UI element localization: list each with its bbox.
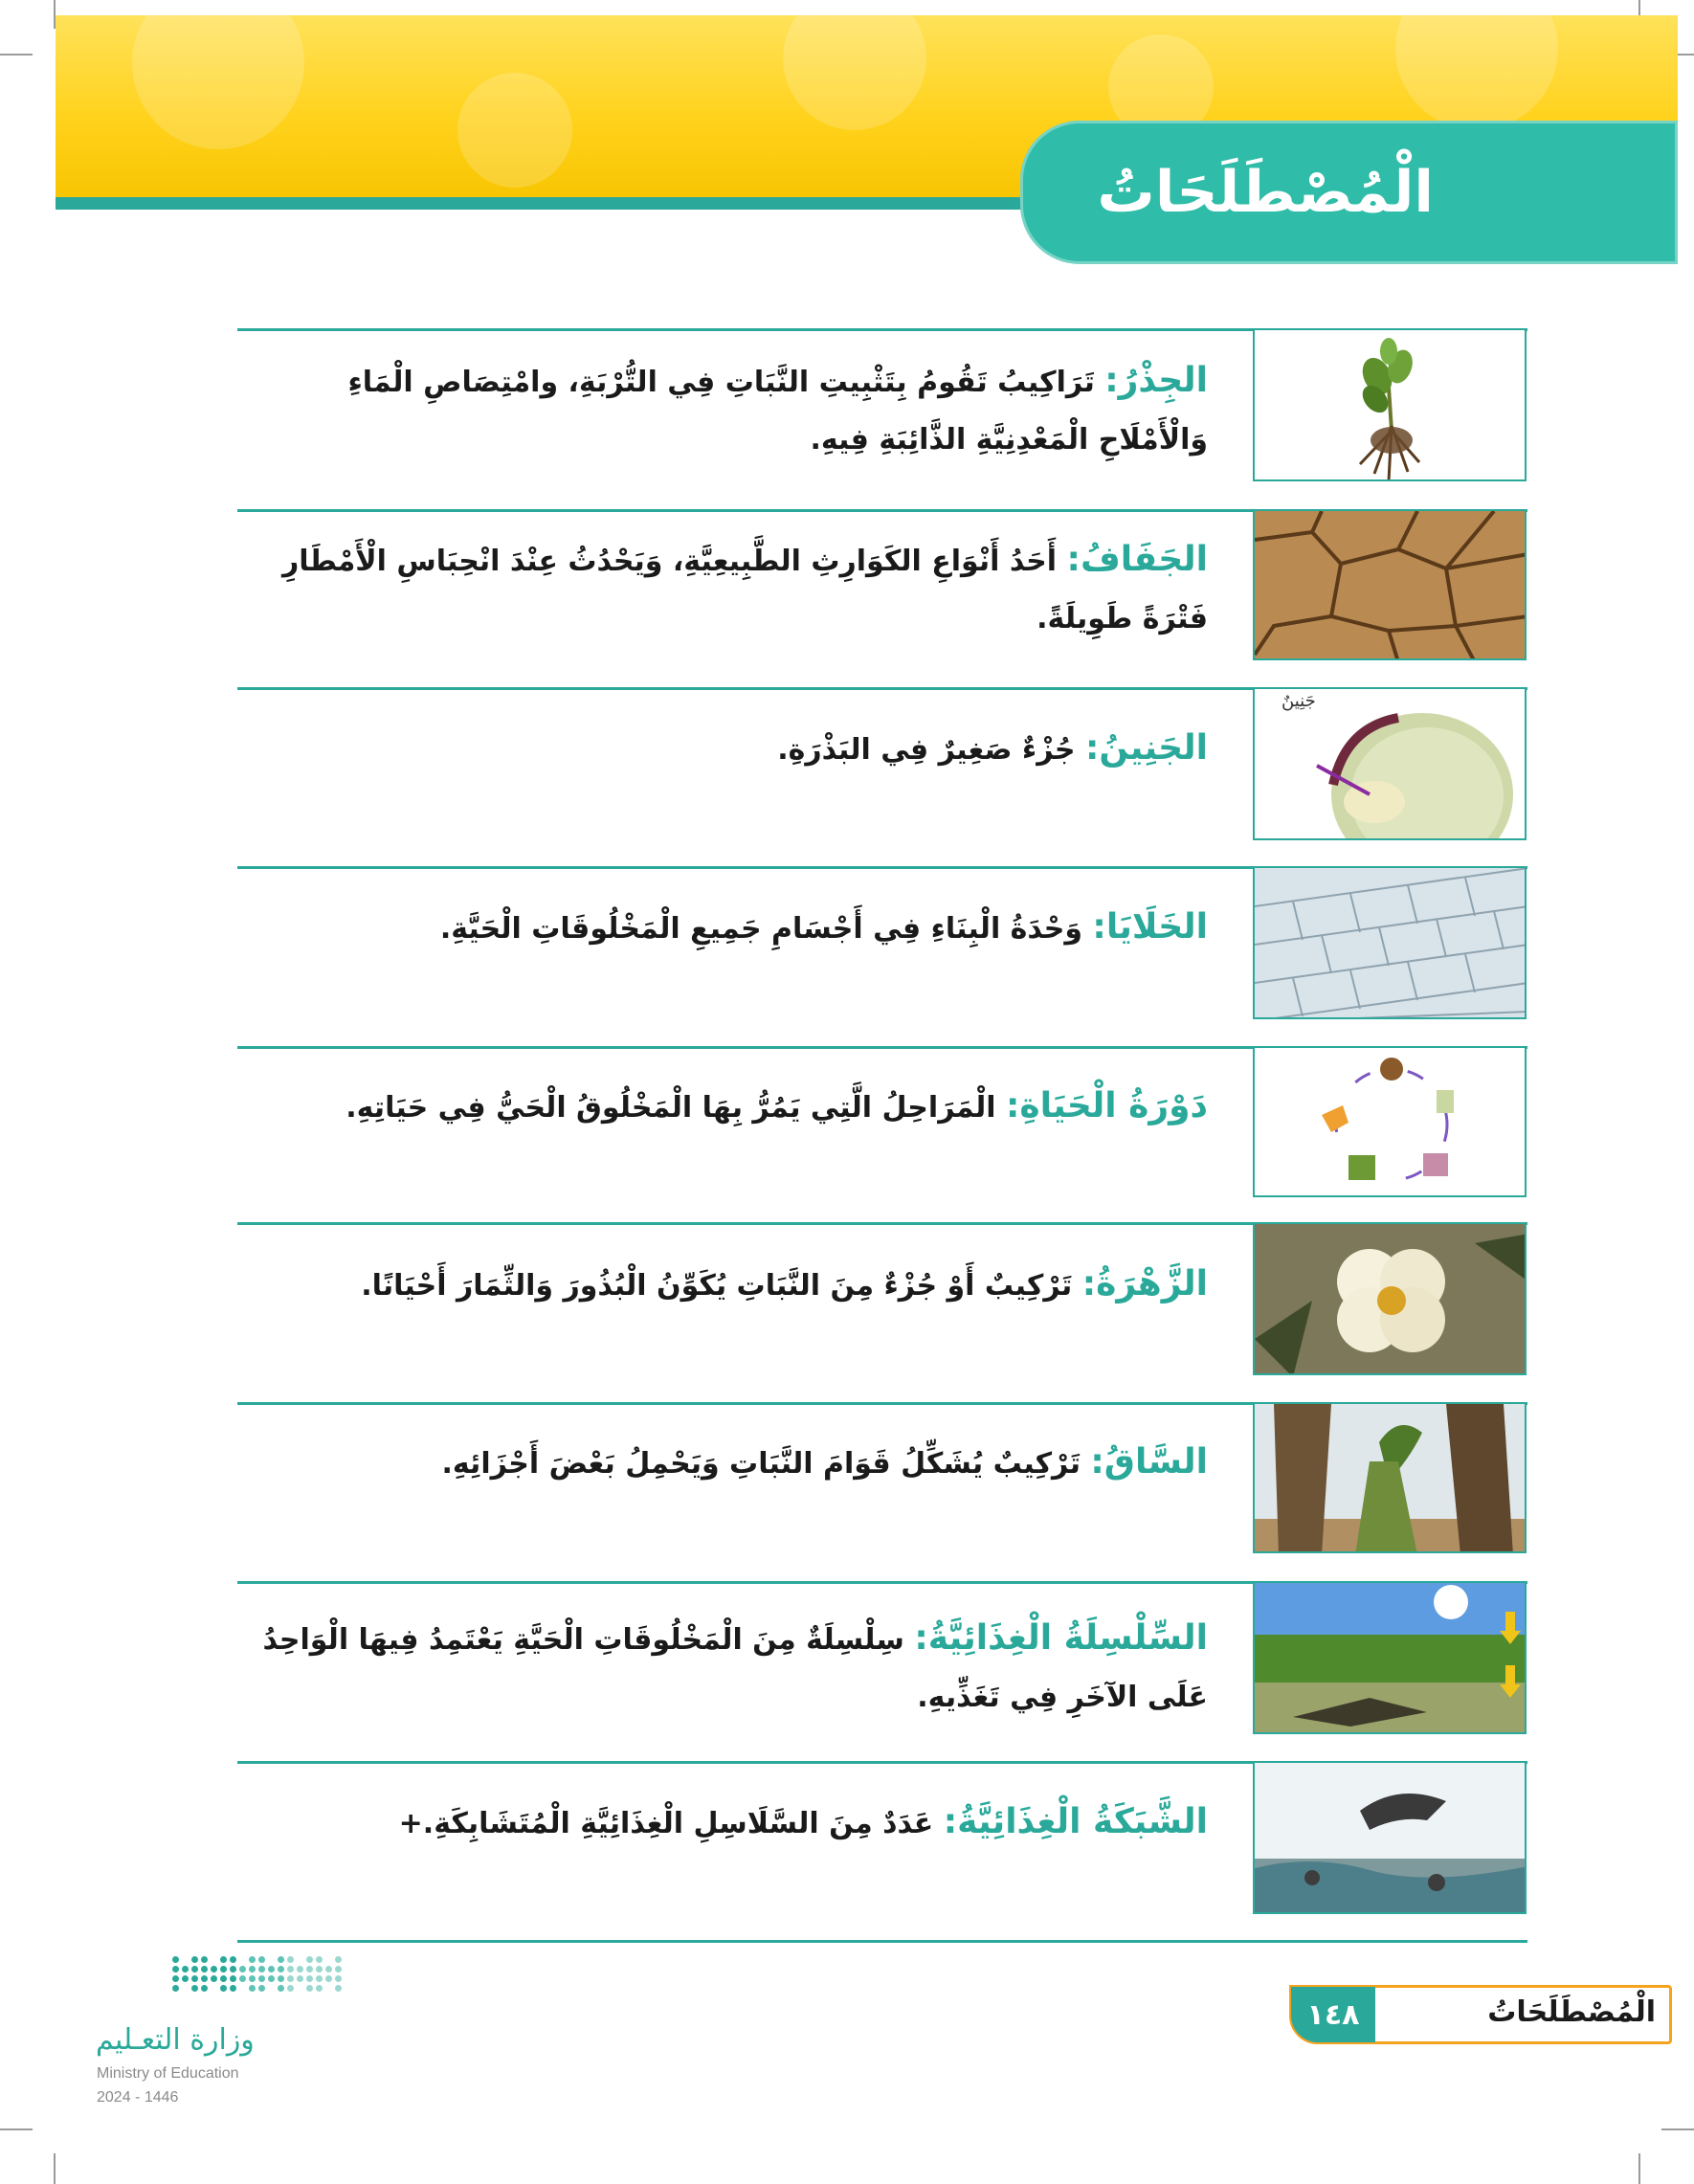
logo-dot [268, 1966, 275, 1972]
logo-dot [220, 1956, 227, 1963]
palm-stem-image [1253, 1402, 1527, 1553]
life-cycle-image [1253, 1046, 1527, 1197]
term-definition: أَحَدُ أَنْوَاعِ الكَوَارِثِ الطَّبِيعِيَّةِ، وَيَحْدُثُ عِنْدَ انْحِبَاسِ الْأَمْطَارِ فَتْرَةً طَوِيلَةً. [281, 545, 1208, 635]
term-label: الجَفَافُ: [1066, 540, 1208, 579]
title-tab [1020, 121, 1678, 264]
logo-dot [201, 1966, 208, 1972]
logo-dot [172, 1966, 179, 1972]
crop-mark [0, 2128, 33, 2130]
term-label: الزَّهْرَةُ: [1081, 1264, 1208, 1304]
logo-dot [230, 1985, 236, 1992]
logo-dot [230, 1956, 236, 1963]
logo-dot [211, 1966, 217, 1972]
logo-dot [335, 1975, 342, 1982]
logo-dot [239, 1975, 246, 1982]
logo-dot [316, 1956, 323, 1963]
logo-dot [306, 1966, 313, 1972]
logo-dot [220, 1985, 227, 1992]
logo-dot [258, 1985, 265, 1992]
logo-dot [278, 1985, 284, 1992]
plant-cells-image [1253, 866, 1527, 1019]
logo-dot [297, 1966, 303, 1972]
term-label: الخَلَايَا: [1092, 907, 1208, 947]
logo-dot [316, 1975, 323, 1982]
logo-dot [172, 1975, 179, 1982]
logo-dot [268, 1975, 275, 1982]
term-label: السَّاقُ: [1090, 1442, 1208, 1482]
page-title: الْمُصْطَلَحَاتُ [1097, 159, 1434, 226]
logo-dot [191, 1985, 198, 1992]
term-definition: عَدَدٌ مِنَ السَّلَاسِلِ الْغِذَائِيَّةِ الْمُتَشَابِكَةِ.+ [398, 1807, 944, 1840]
logo-dot [287, 1956, 294, 1963]
logo-dot [220, 1975, 227, 1982]
logo-dot [191, 1966, 198, 1972]
flower-image [1253, 1222, 1527, 1375]
logo-dot [182, 1975, 189, 1982]
logo-dot [191, 1975, 198, 1982]
logo-dot [325, 1966, 332, 1972]
term-label: الجِذْرُ: [1104, 361, 1208, 400]
logo-dot [278, 1975, 284, 1982]
logo-dot [306, 1975, 313, 1982]
term-entry [251, 531, 1208, 648]
logo-dot [258, 1956, 265, 1963]
term-entry [251, 1256, 1208, 1315]
term-definition: سِلْسِلَةٌ مِنَ الْمَخْلُوقَاتِ الْحَيَّةِ يَعْتَمِدُ فِيهَا الْوَاحِدُ عَلَى الآخَرِ فِي تَغَذِّيهِ. [262, 1623, 1208, 1714]
logo-dot [249, 1985, 256, 1992]
food-chain-image [1253, 1581, 1527, 1734]
logo-dot [239, 1966, 246, 1972]
logo-dot [211, 1975, 217, 1982]
logo-dot [335, 1956, 342, 1963]
term-entry [251, 899, 1208, 958]
logo-dot [306, 1956, 313, 1963]
logo-dot [249, 1956, 256, 1963]
page-number: ١٤٨ [1291, 1987, 1375, 2042]
term-entry [251, 720, 1208, 779]
term-definition: جُزْءٌ صَغِيرٌ فِي البَذْرَةِ. [777, 733, 1085, 767]
logo-dot [278, 1966, 284, 1972]
logo-dot [201, 1975, 208, 1982]
header-strip [56, 197, 1166, 210]
logo-dot [335, 1966, 342, 1972]
footer-section-title: الْمُصْطَلَحَاتُ [1487, 1995, 1656, 2029]
row-divider [237, 1940, 1527, 1943]
logo-dot [287, 1985, 294, 1992]
logo-dot [297, 1975, 303, 1982]
term-entry [251, 352, 1208, 469]
term-label: الشَّبَكَةُ الْغِذَائِيَّةُ: [943, 1802, 1208, 1841]
logo-dot [230, 1975, 236, 1982]
crop-mark [0, 54, 33, 56]
logo-dot [278, 1956, 284, 1963]
crop-mark [1661, 2128, 1694, 2130]
logo-dot [191, 1956, 198, 1963]
term-definition: تَرَاكِيبُ تَقُومُ بِتَثْبِيتِ النَّبَاتِ فِي التُّرْبَةِ، وامْتِصَاصِ الْمَاءِ وَالْأَمْلَاحِ الْمَعْدِنِيَّةِ الذَّائِبَةِ فِيهِ. [347, 366, 1208, 457]
logo-dot [287, 1966, 294, 1972]
term-label: دَوْرَةُ الْحَيَاةِ: [1005, 1086, 1208, 1125]
term-entry [251, 1794, 1208, 1853]
ministry-name-ar: وزارة التعـليم [96, 2023, 255, 2057]
food-web-image [1253, 1761, 1527, 1914]
ministry-year: 2024 - 1446 [97, 2089, 179, 2106]
logo-dot [306, 1985, 313, 1992]
crop-mark [54, 2153, 56, 2184]
seed-embryo-image [1253, 687, 1527, 840]
cracked-soil-image [1253, 509, 1527, 660]
logo-dot [258, 1966, 265, 1972]
logo-dot [249, 1975, 256, 1982]
logo-dot [249, 1966, 256, 1972]
footer-divider [1372, 1988, 1375, 2041]
term-definition: تَرْكِيبٌ أَوْ جُزْءٌ مِنَ النَّبَاتِ يُكَوِّنُ الْبُذُورَ وَالثِّمَارَ أَحْيَانًا. [361, 1269, 1082, 1303]
plant-root-image [1253, 328, 1527, 481]
logo-dot [287, 1975, 294, 1982]
term-entry [251, 1078, 1208, 1137]
logo-dot [201, 1956, 208, 1963]
term-label: الجَنِينُ: [1085, 728, 1208, 768]
ministry-name-en: Ministry of Education [97, 2065, 239, 2082]
term-definition: وَحْدَةُ الْبِنَاءِ فِي أَجْسَامِ جَمِيعِ الْمَخْلُوقَاتِ الْحَيَّةِ. [439, 912, 1093, 946]
embryo-label: جَنِينٌ [1282, 691, 1316, 711]
logo-dot [172, 1956, 179, 1963]
logo-dot [335, 1985, 342, 1992]
logo-dot [172, 1985, 179, 1992]
logo-dot [325, 1975, 332, 1982]
logo-dot [316, 1985, 323, 1992]
term-entry [251, 1434, 1208, 1493]
logo-dot [230, 1966, 236, 1972]
logo-dot [182, 1966, 189, 1972]
term-label: السِّلْسِلَةُ الْغِذَائِيَّةُ: [914, 1618, 1208, 1658]
term-definition: تَرْكِيبٌ يُشَكِّلُ قَوَامَ النَّبَاتِ وَيَحْمِلُ بَعْضَ أَجْزَائِهِ. [441, 1447, 1091, 1481]
logo-dot [258, 1975, 265, 1982]
term-entry [251, 1610, 1208, 1727]
logo-dot [220, 1966, 227, 1972]
logo-dot [316, 1966, 323, 1972]
crop-mark [1638, 2153, 1640, 2184]
page-footer-box [1289, 1985, 1672, 2044]
term-definition: الْمَرَاحِلُ الَّتِي يَمُرُّ بِهَا الْمَخْلُوقُ الْحَيُّ فِي حَيَاتِهِ. [345, 1091, 1006, 1125]
logo-dot [201, 1985, 208, 1992]
